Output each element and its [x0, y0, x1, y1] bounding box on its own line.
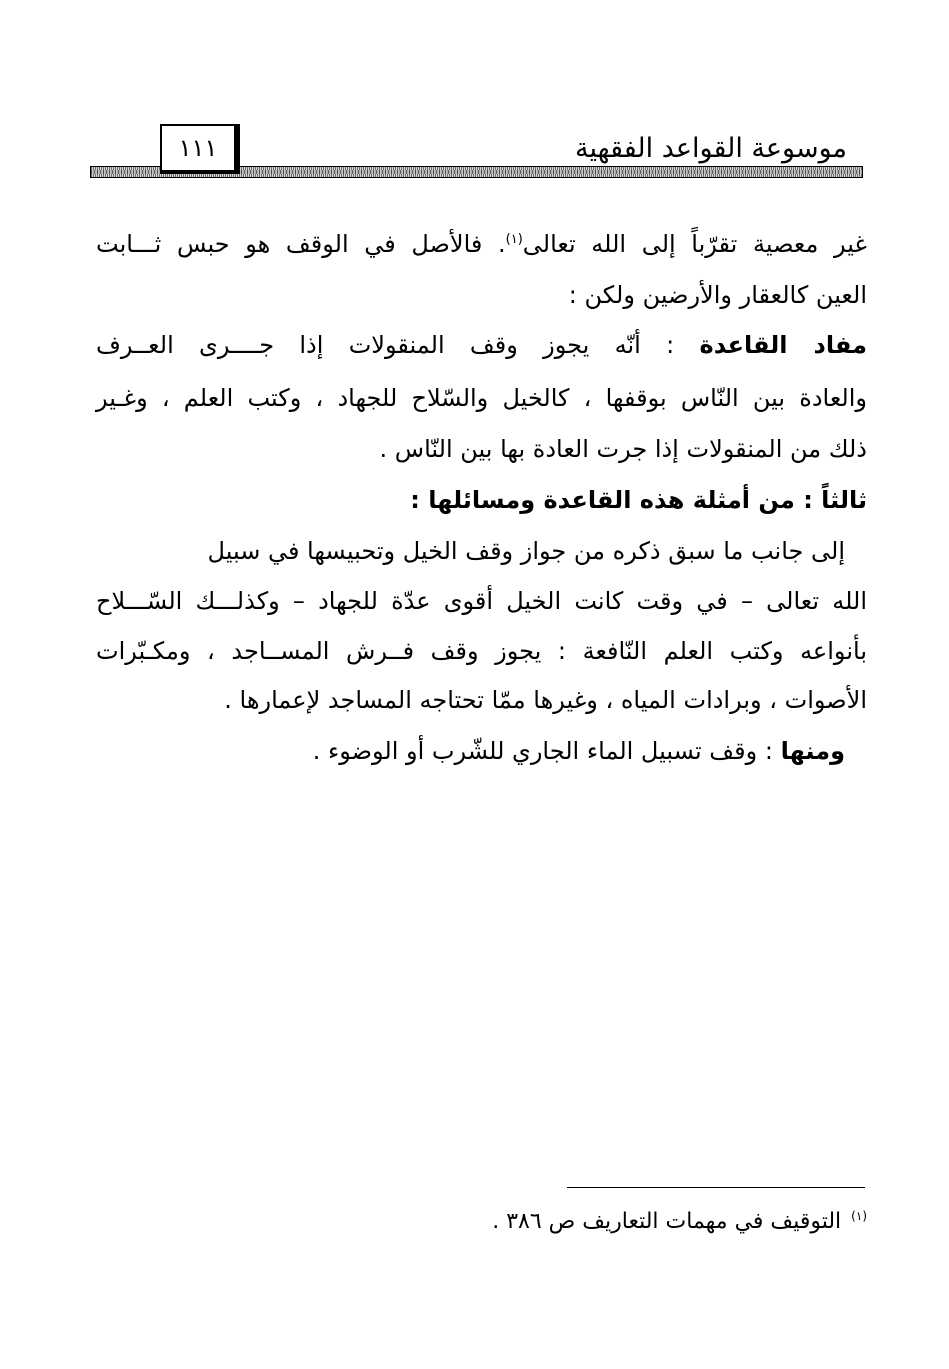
text-line-7: إلى جانب ما سبق ذكره من جواز وقف الخيل وتحبيسها في سبيل	[207, 537, 845, 565]
footnote-reference: (١)	[505, 232, 523, 247]
text-line-1-part-b: . فالأصل في الوقف هو حبس ثـــابت	[96, 230, 506, 258]
page-number: ١١١	[178, 134, 218, 162]
text-line-11-body: : وقف تسبيل الماء الجاري للشّرب أو الوضوء .	[312, 737, 781, 765]
text-line-11	[313, 736, 845, 766]
footnote-text: التوقيف في مهمات التعاريف ص ٣٨٦ .	[492, 1209, 842, 1234]
rule-meaning-label: مفاد القاعدة	[699, 331, 867, 359]
footnote-marker: (١)	[851, 1208, 867, 1223]
text-line-1	[96, 229, 867, 259]
text-line-3	[96, 330, 867, 360]
example-label: ومنها	[780, 737, 845, 765]
text-line-4: والعادة بين النّاس بوقفها ، كالخيل والسّلاح للجهاد ، وكتب العلم ، وغـير	[96, 384, 867, 412]
text-line-5: ذلك من المنقولات إذا جرت العادة بها بين النّاس .	[379, 435, 867, 463]
page-number-box	[160, 124, 240, 174]
text-line-3-body: : أنّه يجوز وقف المنقولات إذا جــــرى العــرف	[96, 331, 700, 359]
text-line-1-part-a: غير معصية تقرّباً إلى الله تعالى	[522, 230, 867, 258]
footnote	[492, 1208, 867, 1236]
text-line-8: الله تعالى – في وقت كانت الخيل أقوى عدّة للجهاد – وكذلـــك السّـــلاح	[96, 587, 867, 615]
text-line-9: بأنواعه وكتب العلم النّافعة : يجوز وقف فــرش المســاجد ، ومكـبّرات	[96, 637, 867, 665]
text-line-10: الأصوات ، وبرادات المياه ، وغيرها ممّا تحتاجه المساجد لإعمارها .	[224, 686, 867, 714]
section-heading: ثالثاً : من أمثلة هذه القاعدة ومسائلها :	[410, 486, 867, 514]
footnote-separator	[567, 1187, 865, 1188]
book-title: موسوعة القواعد الفقهية	[575, 133, 847, 164]
text-line-2: العين كالعقار والأرضين ولكن :	[568, 281, 867, 309]
